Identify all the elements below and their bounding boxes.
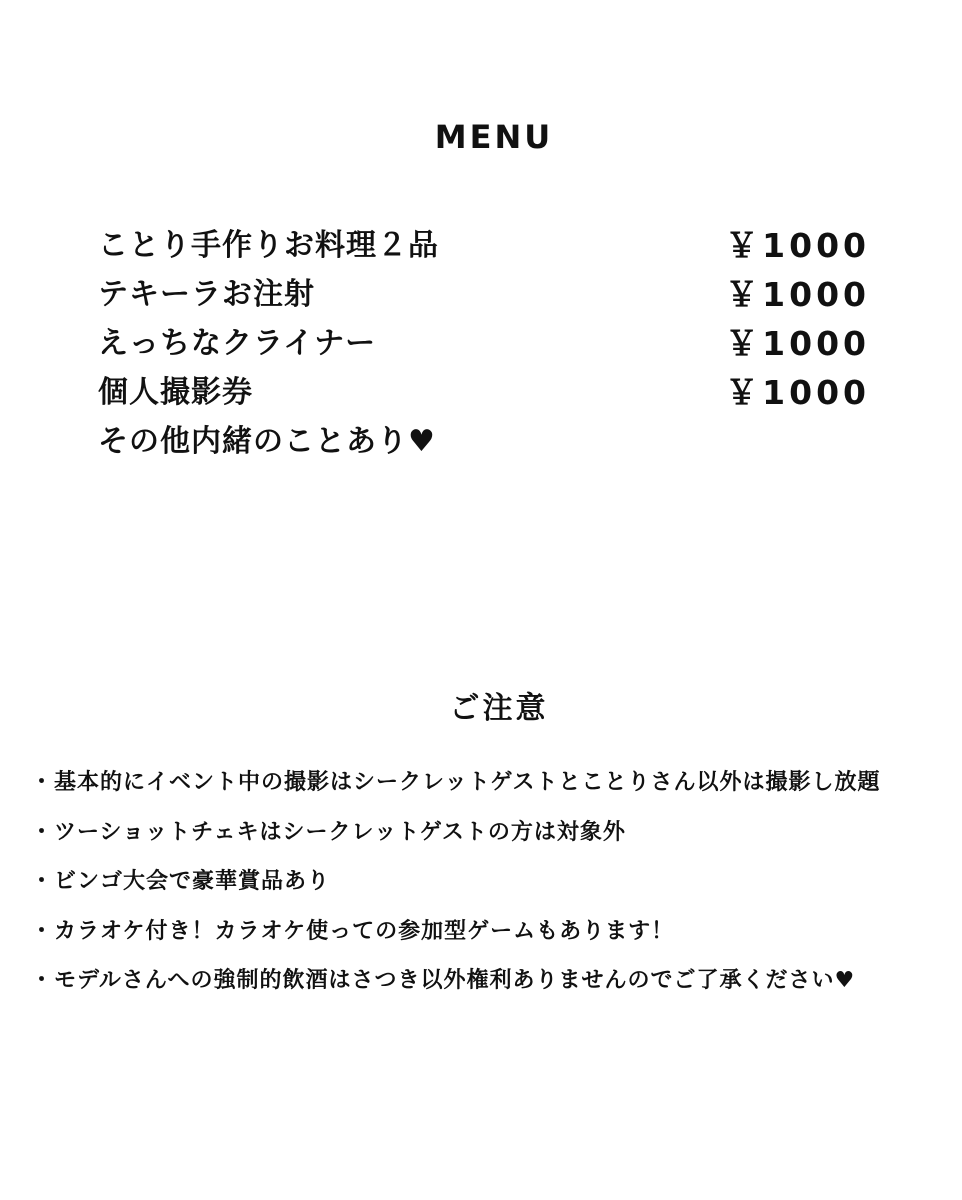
menu-row	[98, 420, 870, 469]
notice-item-text: 基本的にイベント中の撮影はシークレットゲストとことりさん以外は撮影し放題	[54, 770, 881, 795]
notice-item-text: ツーショットチェキはシークレットゲストの方は対象外	[54, 819, 626, 845]
menu-item-price: ￥1000	[725, 275, 870, 314]
menu-title: MENU	[434, 118, 554, 156]
menu-item-name: ことり手作りお料理２品	[98, 228, 439, 263]
menu-row	[98, 273, 870, 322]
notice-list	[30, 763, 940, 1011]
bullet-icon: ・	[30, 770, 54, 795]
bullet-icon: ・	[30, 819, 54, 845]
menu-item-name: その他内緒のことあり♥	[98, 424, 436, 459]
bullet-icon: ・	[30, 918, 54, 944]
menu-row	[98, 322, 870, 371]
notice-item	[30, 862, 940, 912]
notice-item	[30, 813, 940, 863]
menu-item-name: えっちなクライナー	[98, 326, 377, 361]
menu-list	[98, 224, 870, 469]
notice-item-text: モデルさんへの強制的飲酒はさつき以外権利ありませんのでご了承ください♥	[54, 968, 856, 993]
bullet-icon: ・	[30, 968, 54, 993]
bullet-icon: ・	[30, 869, 54, 894]
notice-item	[30, 961, 940, 1011]
menu-item-price: ￥1000	[725, 324, 870, 363]
menu-row	[98, 224, 870, 273]
menu-item-price: ￥1000	[725, 373, 870, 412]
notice-item-text: ビンゴ大会で豪華賞品あり	[54, 869, 331, 894]
notice-item	[30, 763, 940, 813]
notice-title: ご注意	[449, 691, 549, 726]
notice-item	[30, 912, 940, 962]
menu-row	[98, 371, 870, 420]
notice-item-text: カラオケ付き！カラオケ使っての参加型ゲームもあります！	[54, 918, 675, 944]
menu-item-price: ￥1000	[725, 226, 870, 265]
menu-item-name: テキーラお注射	[98, 277, 315, 312]
menu-item-name: 個人撮影券	[98, 375, 253, 410]
